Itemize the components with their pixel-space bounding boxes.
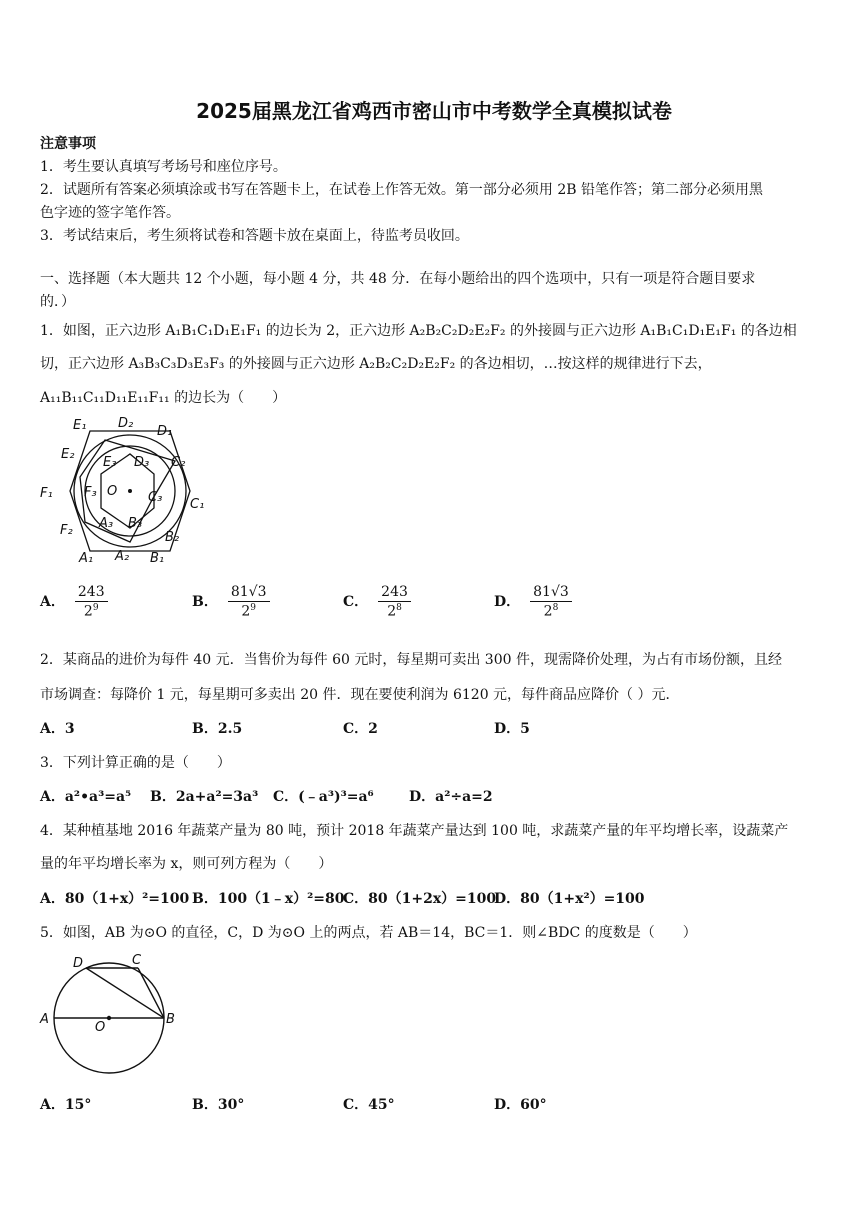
label-O: O	[107, 484, 118, 499]
label-B1: B₁	[150, 551, 165, 566]
section-heading-line2: 的．）	[40, 294, 75, 310]
label-C2: C₂	[171, 455, 186, 470]
label-C3: C₃	[148, 490, 163, 505]
q1-option-c[interactable]	[343, 584, 411, 620]
q3-option-b[interactable]: B．2a+a²=3a³	[150, 789, 259, 805]
label-F3: F₃	[84, 485, 97, 500]
q2-stem-line1: 2．某商品的进价为每件 40 元．当售价为每件 60 元时，每星期可卖出 300 件，现需降价处理，为占有市场份额，且经	[40, 652, 782, 668]
label-B3: B₃	[128, 516, 143, 531]
label-D: D	[73, 956, 84, 971]
q5-circle-figure	[35, 950, 185, 1080]
den-base: 2	[83, 603, 93, 620]
numerator: 243	[378, 584, 411, 602]
option-letter: B．	[192, 593, 218, 610]
q4-option-c[interactable]: C．80（1+2x）=100	[343, 891, 497, 907]
q4-stem-line2: 量的年平均增长率为 x，则可列方程为（ ）	[40, 856, 333, 872]
den-base: 2	[387, 603, 397, 620]
label-A2: A₂	[115, 549, 130, 564]
den-exponent: 8	[552, 603, 559, 613]
denominator	[378, 602, 411, 620]
label-A1: A₁	[79, 551, 94, 566]
q3-stem: 3．下列计算正确的是（ ）	[40, 755, 231, 771]
q3-option-c[interactable]: C．(﹣a³)³=a⁶	[273, 789, 374, 805]
section-heading-line1: 一、选择题（本大题共 12 个小题，每小题 4 分，共 48 分．在每小题给出的四个选项中，只有一项是符合题目要求	[40, 271, 756, 287]
label-E1: E₁	[73, 418, 87, 433]
chord-db	[86, 968, 164, 1018]
label-C1: C₁	[190, 497, 205, 512]
q1-hexagon-figure	[35, 412, 225, 574]
q5-option-d[interactable]: D．60°	[494, 1097, 547, 1113]
q2-option-a[interactable]: A．3	[40, 721, 75, 737]
q2-option-b[interactable]: B．2.5	[192, 721, 243, 737]
q5-option-a[interactable]: A．15°	[40, 1097, 92, 1113]
label-E2: E₂	[61, 447, 75, 462]
q1-stem-line3: A₁₁B₁₁C₁₁D₁₁E₁₁F₁₁ 的边长为（ ）	[40, 390, 287, 406]
notice-item-2-cont: 色字迹的签字笔作答。	[40, 205, 180, 221]
den-exponent: 9	[250, 603, 256, 613]
q1-stem-line2: 切，正六边形 A₃B₃C₃D₃E₃F₃ 的外接圆与正六边形 A₂B₂C₂D₂E₂F₂ 的各边相切，…按这样的规律进行下去，	[40, 356, 712, 372]
den-base: 2	[543, 603, 553, 620]
den-base: 2	[241, 603, 251, 620]
notice-item-2: 2．试题所有答案必须填涂或书写在答题卡上，在试卷上作答无效。第一部分必须用 2B 铅笔作答；第二部分必须用黑	[40, 182, 763, 198]
label-A3: A₃	[99, 516, 114, 531]
label-D2: D₂	[118, 416, 134, 431]
q4-option-a[interactable]: A．80（1+x）²=100	[40, 891, 190, 907]
page-title: 2025届黑龙江省鸡西市密山市中考数学全真模拟试卷	[196, 99, 672, 123]
fraction	[378, 584, 411, 620]
q1-option-b[interactable]	[192, 584, 270, 620]
numerator: 81√3	[228, 584, 270, 602]
den-exponent: 9	[92, 603, 99, 613]
q5-option-b[interactable]: B．30°	[192, 1097, 245, 1113]
label-F1: F₁	[40, 486, 53, 501]
q2-option-c[interactable]: C．2	[343, 721, 378, 737]
label-F2: F₂	[60, 523, 73, 538]
center-point	[128, 489, 132, 493]
label-D1: D₁	[157, 424, 173, 439]
q4-option-d[interactable]: D．80（1+x²）=100	[494, 891, 645, 907]
denominator	[228, 602, 270, 620]
label-D3: D₃	[134, 455, 150, 470]
q2-option-d[interactable]: D．5	[494, 721, 530, 737]
label-C: C	[132, 953, 142, 968]
label-B2: B₂	[165, 530, 180, 545]
option-letter: A．	[40, 593, 65, 610]
q1-stem-line1: 1．如图，正六边形 A₁B₁C₁D₁E₁F₁ 的边长为 2，正六边形 A₂B₂C₂D₂E₂F₂ 的外接圆与正六边形 A₁B₁C₁D₁E₁F₁ 的各边相	[40, 323, 797, 339]
q3-option-d[interactable]: D．a²÷a=2	[409, 789, 493, 805]
q5-option-c[interactable]: C．45°	[343, 1097, 395, 1113]
q1-option-d[interactable]	[494, 584, 572, 620]
label-B: B	[166, 1012, 175, 1027]
q4-stem-line1: 4．某种植基地 2016 年蔬菜产量为 80 吨，预计 2018 年蔬菜产量达到 100 吨，求蔬菜产量的年平均增长率，设蔬菜产	[40, 823, 789, 839]
denominator	[75, 602, 108, 620]
fraction	[228, 584, 270, 620]
fraction	[530, 584, 572, 620]
notice-item-1: 1．考生要认真填写考场号和座位序号。	[40, 159, 287, 175]
option-letter: D．	[494, 593, 521, 610]
den-exponent: 8	[396, 603, 402, 613]
fraction	[75, 584, 108, 620]
label-A: A	[40, 1012, 49, 1027]
numerator: 81√3	[530, 584, 572, 602]
label-E3: E₃	[103, 455, 117, 470]
notice-heading: 注意事项	[40, 136, 96, 152]
option-letter: C．	[343, 593, 369, 610]
chord-cb	[138, 968, 164, 1018]
notice-item-3: 3．考试结束后，考生须将试卷和答题卡放在桌面上，待监考员收回。	[40, 228, 469, 244]
q2-stem-line2: 市场调查：每降价 1 元，每星期可多卖出 20 件．现在要使利润为 6120 元，每件商品应降价（ ）元．	[40, 687, 680, 703]
q4-option-b[interactable]: B．100（1﹣x）²=80	[192, 891, 345, 907]
q3-option-a[interactable]: A．a²•a³=a⁵	[40, 789, 132, 805]
denominator	[530, 602, 572, 620]
q1-option-a[interactable]	[40, 584, 108, 620]
center-point	[107, 1016, 111, 1020]
numerator: 243	[75, 584, 108, 602]
q5-stem: 5．如图，AB 为⊙O 的直径，C，D 为⊙O 上的两点，若 AB＝14，BC＝1．则∠BDC 的度数是（ ）	[40, 925, 697, 941]
label-O: O	[95, 1020, 106, 1035]
